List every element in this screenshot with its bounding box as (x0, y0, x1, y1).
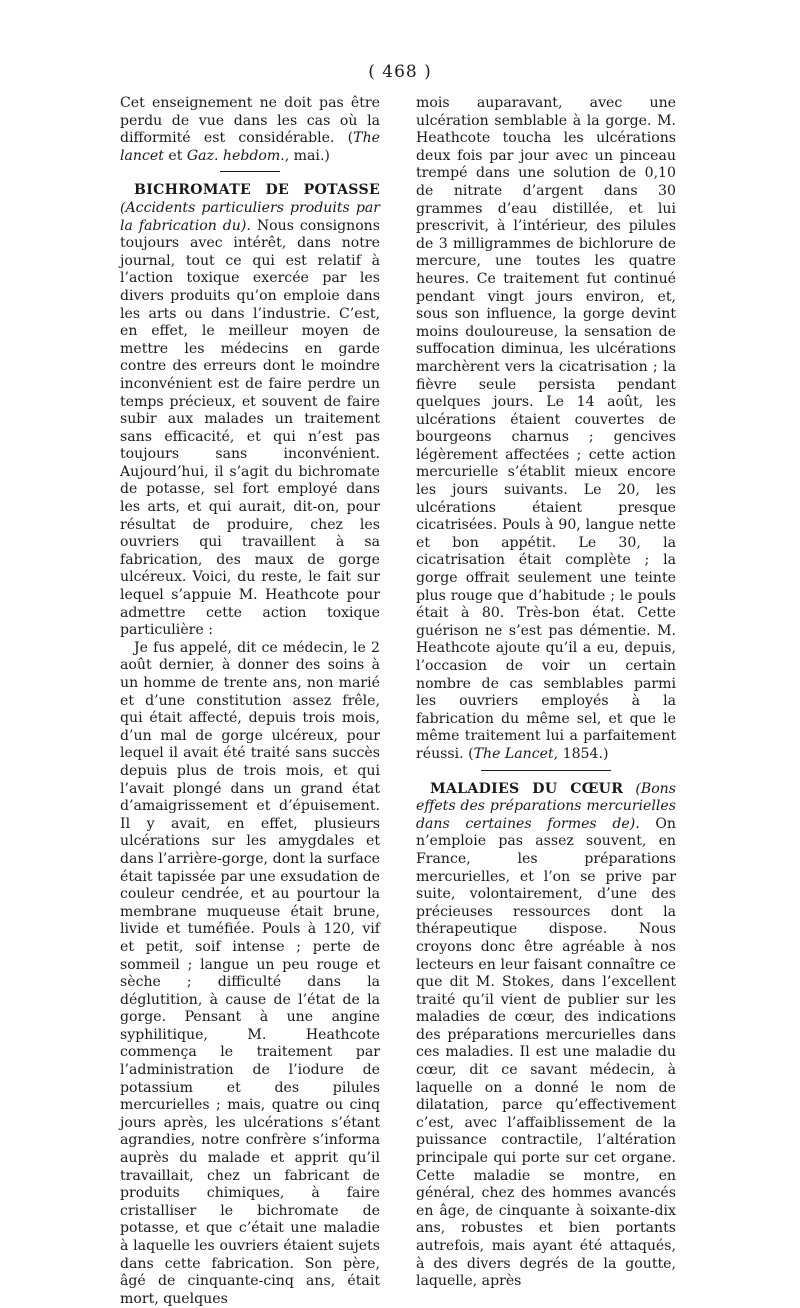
case-paragraph: Je fus appelé, dit ce médecin, le 2 août dernier, à donner des soins à un homme de trente ans, non marié et d’une constitution assez frêle, qui était affecté, depuis trois mois, d’un mal de gorge ulcéreux, pour lequel il avait été traité sans succès depuis plus de trois mois, et qui l’avait plongé dans un grand état d’amaigrissement et d’épuisement. Il y avait, en effet, plusieurs ulcérations sur les amygdales et dans l’arrière-gorge, dont la surface était tapissée par une exsudation de couleur cendrée, et au pourtour la membrane muqueuse était brune, livide et tuméfiée. Pouls à 120, vif et petit, soif intense ; perte de sommeil ; langue un peu rouge et sèche ; difficulté dans la déglutition, à cause de l’état de la gorge. Pensant à une angine syphilitique, M. Heathcote commença le traitement par l’administration de l’iodure de potassium et des pilules mercurielles ; mais, quatre ou cinq jours après, les ulcérations s’étant agrandies, notre confrère s’informa auprès du malade et apprit qu’il travaillait, chez un fabricant de produits chimiques, à faire cristalliser le bichromate de potasse, et que c’était une maladie à laquelle les ouvriers étaient sujets dans cette fabrication. Son père, âgé de cinquante-cinq ans, était mort, quelques (120, 639, 380, 1307)
page-number: ( 468 ) (368, 62, 432, 82)
intro-paragraph (120, 95, 380, 165)
continuation-text: mois auparavant, avec une ulcération semblable à la gorge. M. Heathcote toucha les ulcérations deux fois par jour avec un pinceau trempé dans une solution de 0,10 de nitrate d’argent dans 30 grammes d’eau distillée, et lui prescrivit, à l’intérieur, des pilules de 3 milligrammes de bichlorure de mercure, une toutes les quatre heures. Ce traitement fut continué pendant vingt jours environ, et, sous son influence, la gorge devint moins douloureuse, la sensation de suffocation diminua, les ulcérations marchèrent vers la cicatrisation ; la fièvre seule persista pendant quelques jours. Le 14 août, les ulcérations étaient couvertes de bourgeons charnus ; gencives légèrement affectées ; cette action mercurielle s’établit mieux encore les jours suivants. Le 20, les ulcérations étaient presque cicatrisées. Pouls à 90, langue nette et bon appétit. Le 30, la cicatrisation était complète ; la gorge offrait seulement une teinte plus rouge que d’habitude ; le pouls était à 80. Très-bon état. Cette guérison ne s’est pas démentie. M. Heathcote ajoute qu’il a eu, depuis, l’occasion de voir un certain nombre de cas semblables parmi les ouvriers employés à la fabrication du même sel, et que le même traitement lui a parfaitement réussi. ( (416, 95, 676, 762)
left-column (120, 95, 380, 1308)
intro-end: , mai.) (284, 147, 330, 164)
heart-body: On n’emploie pas assez souvent, en France, les préparations mercurielles, et l’on se prive par suite, volontairement, d’une des précieuses ressources dont la thérapeutique dispose. Nous croyons donc être agréable à nos lecteurs en leur faisant connaître ce que dit M. Stokes, dans l’excellent traité qu’il vient de publier sur les maladies de cœur, des indications des préparations mercurielles dans ces maladies. Il est une maladie du cœur, dit ce savant médecin, à laquelle on a donné le nom de dilatation, parce qu’effectivement c’est, avec l’affaiblissement de la puissance contractile, l’altération principale qui porte sur cet organe. Cette maladie se montre, en général, chez des hommes avancés en âge, de cinquante à soixante-dix ans, robustes et bien portants autrefois, mais ayant été attaqués, à des divers degrés de la goutte, laquelle, après (416, 815, 677, 1290)
continuation-paragraph (416, 95, 676, 764)
heart-subtitle: (Bons effets des préparations mercurielles dans certaines formes de). (416, 780, 676, 832)
bichromate-body: Nous consignons toujours avec intérêt, dans notre journal, tout ce qui est relatif à l’action toxique exercée par les divers produits qu’on emploie dans les arts ou dans l’industrie. C’est, en effet, le meilleur moyen de mettre les médecins en garde contre des erreurs dont le moindre inconvénient est de faire perdre un temps précieux, et souvent de faire subir aux malades un traitement sans efficacité, et qui n’est pas toujours sans inconvénient. Aujourd’hui, il s’agit du bichromate de potasse, sel fort employé dans les arts, et qui aurait, dit-on, pour résultat de produire, chez les ouvriers qui travaillent à sa fabrication, des maux de gorge ulcéreux. Voici, du reste, le fait sur lequel s’appuie M. Heathcote pour admettre cette action toxique particulière : (120, 217, 380, 639)
continuation-end: , 1854.) (553, 745, 609, 762)
heart-section (416, 781, 676, 1291)
right-column (416, 95, 676, 1291)
intro-text: Cet enseignement ne doit pas être perdu de vue dans les cas où la difformité est considérable. ( (120, 95, 380, 147)
divider (481, 770, 611, 771)
bichromate-subtitle: (Accidents particuliers produits par la fabrication du). (120, 199, 380, 234)
continuation-source: The Lancet (473, 745, 554, 762)
heart-title: MALADIES DU CŒUR (430, 780, 624, 797)
intro-source-1: The lancet (120, 130, 380, 164)
divider (220, 171, 280, 172)
bichromate-section (120, 182, 380, 639)
bichromate-title: BICHROMATE DE POTASSE (134, 182, 380, 199)
intro-connector: et (163, 147, 187, 164)
intro-source-2: Gaz. hebdom. (186, 147, 285, 164)
